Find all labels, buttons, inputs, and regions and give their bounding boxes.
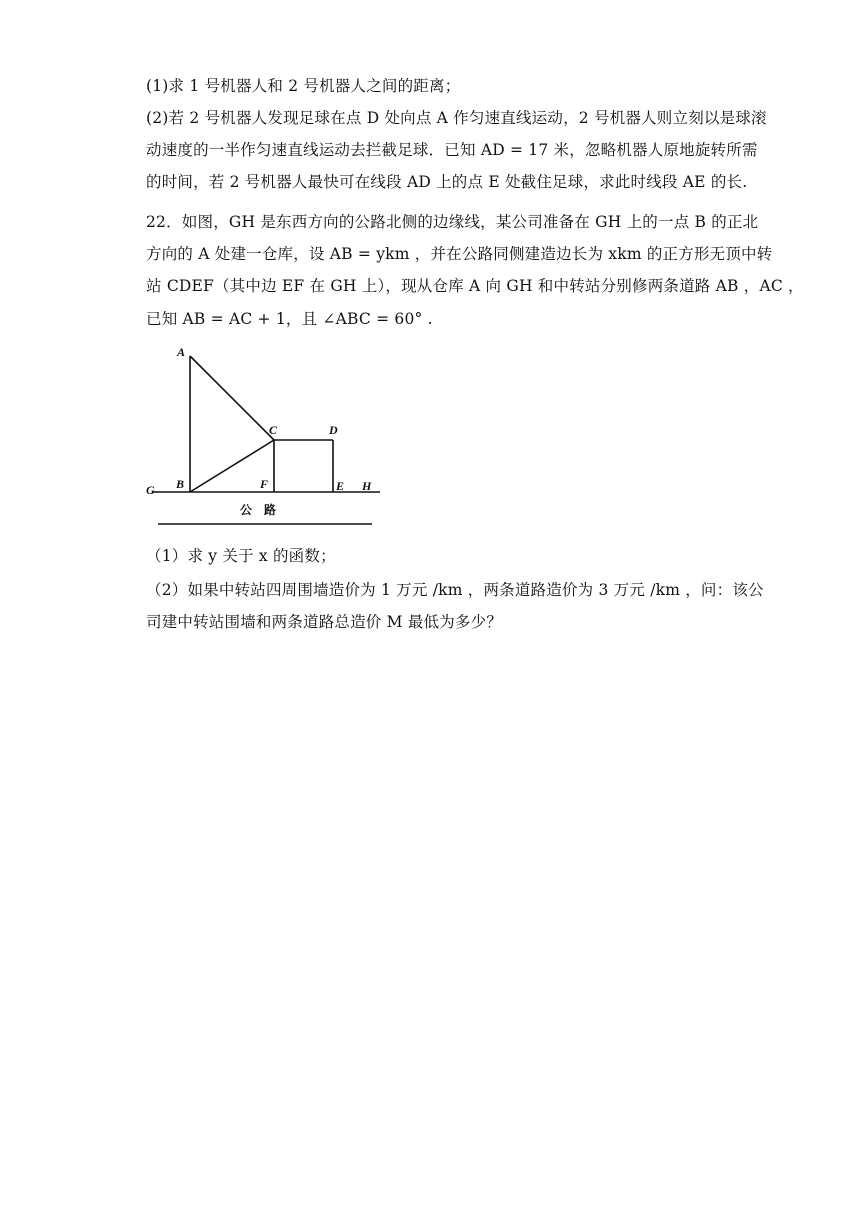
p21-part2-line2: 动速度的一半作匀速直线运动去拦截足球．已知 AD = 17 米，忽略机器人原地旋转所需	[146, 141, 758, 159]
p22-line3: 站 CDEF（其中边 EF 在 GH 上），现从仓库 A 向 GH 和中转站分别修两条道路 AB ，AC ，	[146, 277, 804, 295]
p22-line2: 方向的 A 处建一仓库，设 AB = ykm ，并在公路同侧建造边长为 xkm 的正方形无顶中转	[146, 245, 773, 263]
p21-part2-line3: 的时间，若 2 号机器人最快可在线段 AD 上的点 E 处截住足球，求此时线段 AE 的长.	[146, 173, 748, 191]
p21-part2-line1: (2)若 2 号机器人发现足球在点 D 处向点 A 作匀速直线运动，2 号机器人则立刻以是球滚	[146, 109, 767, 127]
geometry-diagram	[140, 338, 380, 528]
label-a: A	[177, 345, 186, 359]
label-h: H	[362, 479, 372, 493]
label-f: F	[260, 477, 269, 491]
label-b: B	[176, 477, 185, 491]
p22-line1: 22．如图，GH 是东西方向的公路北侧的边缘线，某公司准备在 GH 上的一点 B 的正北	[146, 213, 759, 231]
label-g: G	[146, 483, 155, 497]
p22-line4: 已知 AB = AC + 1，且 ∠ABC = 60° .	[146, 310, 433, 328]
p21-part1: (1)求 1 号机器人和 2 号机器人之间的距离；	[146, 77, 461, 95]
label-e: E	[336, 479, 345, 493]
label-c: C	[269, 423, 278, 437]
segment-ac	[190, 356, 274, 440]
p22-question2-line2: 司建中转站围墙和两条道路总造价 M 最低为多少？	[146, 613, 503, 631]
p22-question2-line1: （2）如果中转站四周围墙造价为 1 万元 /km ，两条道路造价为 3 万元 /km ，问：该公	[146, 581, 764, 599]
road-label: 公 路	[240, 503, 277, 517]
p22-question1: （1）求 y 关于 x 的函数；	[146, 547, 336, 565]
label-d: D	[329, 423, 338, 437]
